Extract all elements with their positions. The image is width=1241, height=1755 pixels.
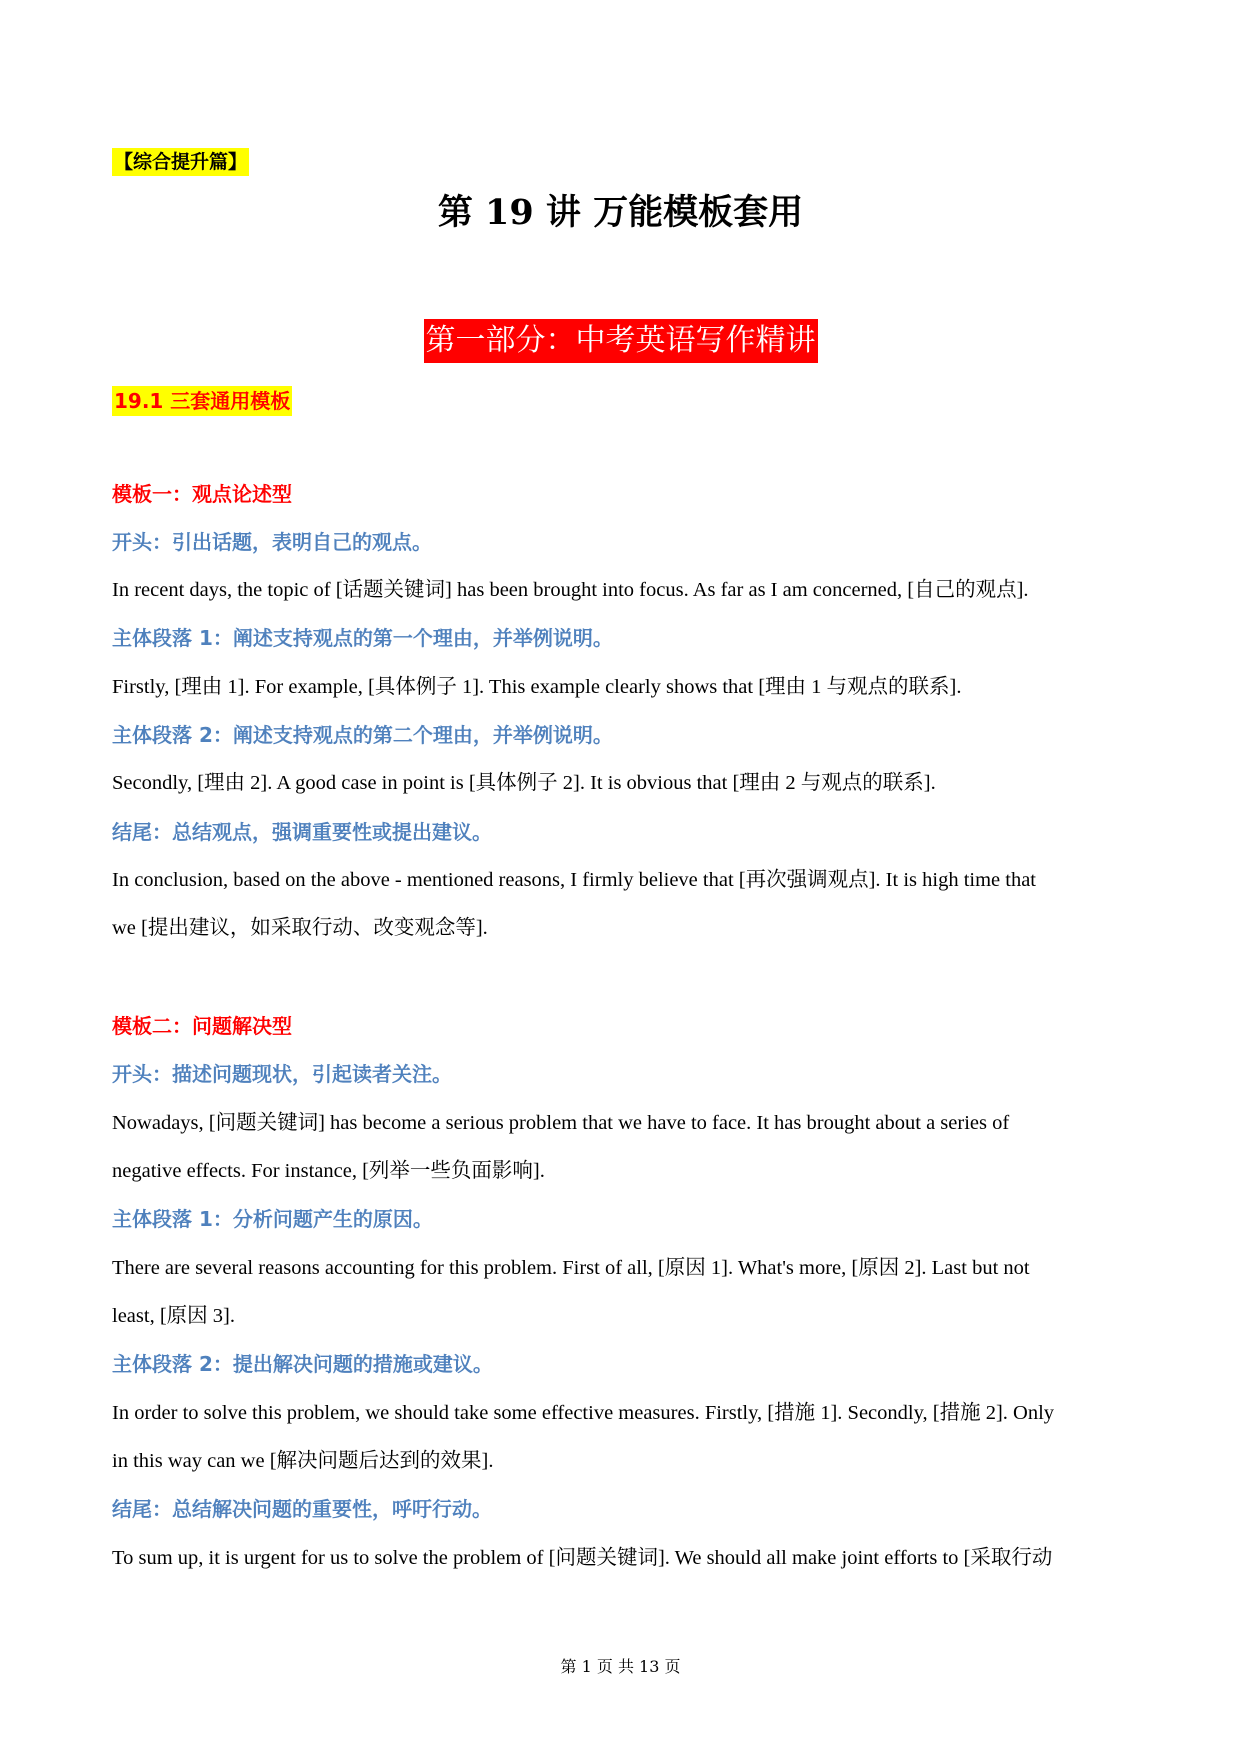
template2-ending-hint: 结尾：总结解决问题的重要性，呼吁行动。	[112, 1497, 492, 1521]
template1-opening-hint: 开头：引出话题，表明自己的观点。	[112, 530, 432, 554]
header-tag: 【综合提升篇】	[112, 148, 249, 176]
template1-opening-text: In recent days, the topic of [话题关键词] has been brought into focus. As far as I am concerned, [自己的观点].	[112, 579, 1029, 601]
template1-ending-hint: 结尾：总结观点，强调重要性或提出建议。	[112, 820, 492, 844]
template1-body1-hint: 主体段落 1：阐述支持观点的第一个理由，并举例说明。	[112, 626, 613, 650]
template2-opening-hint: 开头：描述问题现状，引起读者关注。	[112, 1062, 452, 1086]
template2-ending-text-1: To sum up, it is urgent for us to solve the problem of [问题关键词]. We should all make joint efforts to [采取行动	[112, 1547, 1053, 1569]
template2-heading: 模板二：问题解决型	[112, 1014, 292, 1038]
page-footer: 第 1 页 共 13 页	[560, 1657, 681, 1676]
part-heading	[0, 319, 1241, 368]
template1-body1-text: Firstly, [理由 1]. For example, [具体例子 1]. This example clearly shows that [理由 1 与观点的联系].	[112, 676, 962, 698]
template1-body2-hint: 主体段落 2：阐述支持观点的第二个理由，并举例说明。	[112, 723, 613, 747]
template1-heading: 模板一：观点论述型	[112, 482, 292, 506]
template2-opening-text-1: Nowadays, [问题关键词] has become a serious problem that we have to face. It has brought about a series of	[112, 1112, 1010, 1134]
template2-body2-hint: 主体段落 2：提出解决问题的措施或建议。	[112, 1352, 493, 1376]
template2-body2-text-1: In order to solve this problem, we should take some effective measures. Firstly, [措施 1]. Secondly, [措施 2]. Only	[112, 1402, 1055, 1424]
template2-body2-text-2: in this way can we [解决问题后达到的效果].	[112, 1450, 494, 1472]
lecture-title: 第 19 讲 万能模板套用	[437, 192, 804, 233]
template2-body1-hint: 主体段落 1：分析问题产生的原因。	[112, 1207, 433, 1231]
template2-opening-text-2: negative effects. For instance, [列举一些负面影响].	[112, 1160, 545, 1182]
template1-body2-text: Secondly, [理由 2]. A good case in point is [具体例子 2]. It is obvious that [理由 2 与观点的联系].	[112, 772, 936, 794]
template1-ending-text-1: In conclusion, based on the above - mentioned reasons, I firmly believe that [再次强调观点]. It is high time that	[112, 869, 1036, 891]
template1-ending-text-2: we [提出建议，如采取行动、改变观念等].	[112, 917, 488, 939]
part-heading-label: 第一部分：中考英语写作精讲	[424, 319, 818, 363]
template2-body1-text-2: least, [原因 3].	[112, 1305, 235, 1327]
section-heading: 19.1 三套通用模板	[112, 386, 292, 416]
template2-body1-text-1: There are several reasons accounting for this problem. First of all, [原因 1]. What's more, [原因 2]. Last but not	[112, 1257, 1030, 1279]
